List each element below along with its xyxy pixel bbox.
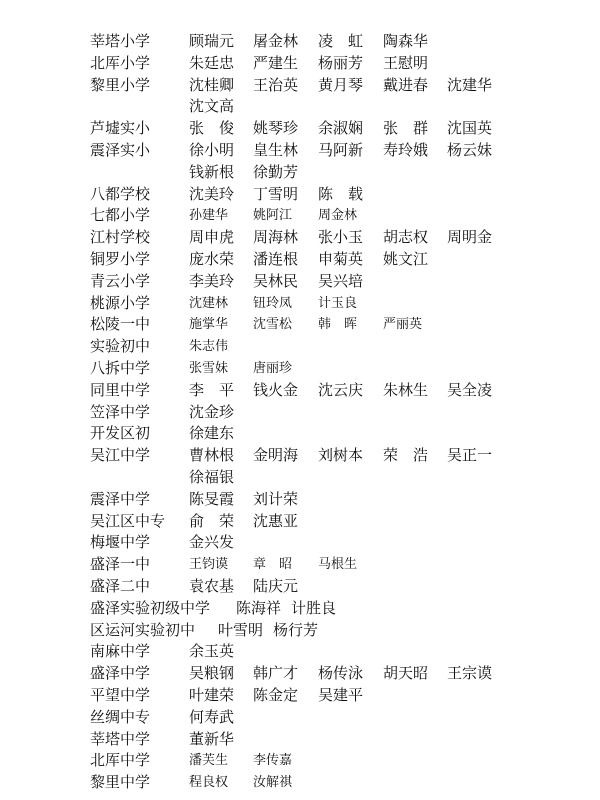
person-name: 吴粮钢 [189,664,235,683]
person-name: 徐勤芳 [253,162,299,181]
person-name: 沈桂卿 [189,75,235,94]
person-name: 何寿武 [189,707,235,726]
person-name: 余玉英 [189,642,235,661]
person-name: 章 昭 [253,557,293,573]
person-name: 朱林生 [383,380,429,399]
person-name: 姚琴珍 [253,119,299,138]
roster-row [0,554,600,576]
roster-row [0,772,600,794]
person-name: 皇生林 [253,141,299,159]
person-name: 袁农基 [189,577,235,595]
person-name: 金明海 [253,446,299,465]
person-name: 施掌华 [189,317,229,333]
person-name: 杨行芳 [273,620,319,639]
person-name: 吴兴培 [318,271,364,290]
school-name: 北厍中学 [90,751,151,770]
person-name: 陈 载 [318,184,364,203]
roster-row [0,729,600,751]
person-name: 马根生 [318,557,358,573]
person-name: 沈惠亚 [253,511,299,530]
school-name: 北厍小学 [90,53,151,72]
person-name: 金兴发 [189,533,235,552]
person-name: 朱志伟 [189,339,229,355]
roster-row [0,140,600,162]
person-name: 计胜良 [291,598,337,617]
person-name: 陈旻霞 [189,489,235,508]
school-name: 莘塔小学 [90,32,151,50]
person-name: 胡天昭 [383,664,429,683]
person-name: 沈建林 [189,295,229,311]
school-name: 盛泽实验初级中学 [90,598,211,617]
school-name: 松陵一中 [90,315,151,334]
person-name: 姚阿江 [253,208,293,224]
person-name: 沈金珍 [189,402,235,421]
roster-row [0,423,600,445]
person-name: 马阿新 [318,141,364,159]
school-name: 黎里小学 [90,75,151,94]
person-name: 周申虎 [189,228,235,247]
roster-row [0,227,600,249]
person-name: 唐丽珍 [253,361,293,376]
person-name: 俞 荣 [189,511,235,530]
roster-row [0,53,600,75]
person-name: 曹林根 [189,446,235,465]
person-name: 王治英 [253,75,299,94]
person-name: 韩 晖 [318,317,358,333]
school-name: 铜罗小学 [90,250,151,268]
roster-row [0,118,600,140]
roster-row [0,445,600,467]
roster-row [0,358,600,380]
school-name: 盛泽一中 [90,555,151,574]
roster-row [0,205,600,227]
school-name: 盛泽二中 [90,577,151,595]
person-name: 李美玲 [189,271,235,290]
person-name: 庞水荣 [189,250,235,268]
person-name: 周海林 [253,228,299,247]
school-name: 桃源小学 [90,293,151,312]
person-name: 李 平 [189,380,235,399]
person-name: 韩广才 [253,664,299,683]
person-name: 陈海祥 [236,598,282,617]
person-name: 杨传泳 [318,664,364,683]
roster-row [0,402,600,424]
person-name: 凌 虹 [318,32,364,50]
person-name: 沈建华 [447,75,493,94]
person-name: 丁雪明 [253,184,299,203]
school-name: 南麻中学 [90,642,151,661]
person-name: 顾瑞元 [189,32,235,50]
roster-row [0,31,600,53]
person-name: 陆庆元 [253,577,299,595]
school-name: 八拆中学 [90,359,151,377]
roster-row [0,314,600,336]
person-name: 钮玲凤 [253,295,293,311]
school-name: 开发区初 [90,424,151,443]
person-name: 计玉良 [318,295,358,311]
person-name: 屠金林 [253,32,299,50]
school-name: 实验初中 [90,337,151,356]
school-name: 芦墟实小 [90,119,151,138]
roster-row [0,532,600,554]
roster-row [0,511,600,533]
roster-row [0,750,600,772]
person-name: 吴全凌 [447,380,493,399]
person-name: 叶雪明 [218,620,264,639]
person-name: 徐福银 [189,468,235,486]
roster-row [0,576,600,598]
person-name: 孙建华 [189,208,229,224]
person-name: 钱火金 [253,380,299,399]
person-name: 吴正一 [447,446,493,465]
person-name: 张 群 [383,119,429,138]
school-name: 震泽实小 [90,141,151,159]
school-name: 七都小学 [90,206,151,225]
roster-row [0,184,600,206]
roster-row [0,271,600,293]
person-name: 黄月琴 [318,75,364,94]
school-name: 吴江中学 [90,446,151,465]
person-name: 吴建平 [318,686,364,704]
person-name: 沈美玲 [189,184,235,203]
school-name: 区运河实验初中 [90,620,196,639]
person-name: 寿玲娥 [383,141,429,159]
school-name: 青云小学 [90,271,151,290]
school-name: 震泽中学 [90,489,151,508]
person-name: 严建生 [253,53,299,72]
school-name: 同里中学 [90,380,151,399]
person-name: 陈金定 [253,686,299,704]
roster-row [0,598,600,620]
person-name: 余淑娴 [318,119,364,138]
school-name: 盛泽中学 [90,664,151,683]
roster-row [0,96,600,118]
person-name: 潘连根 [253,250,299,268]
person-name: 杨云妹 [447,141,493,159]
school-name: 梅堰中学 [90,533,151,552]
person-name: 徐小明 [189,141,235,159]
person-name: 周金林 [318,208,358,224]
roster-row [0,293,600,315]
school-name: 八都学校 [90,184,151,203]
person-name: 张 俊 [189,119,235,138]
person-name: 朱廷忠 [189,53,235,72]
person-name: 汝解祺 [253,775,293,791]
person-name: 荣 浩 [383,446,429,465]
roster-row [0,249,600,271]
roster-row [0,380,600,402]
person-name: 沈雪松 [253,317,293,333]
roster-row [0,336,600,358]
person-name: 张雪妹 [189,361,229,376]
roster-row [0,162,600,184]
person-name: 王宗谟 [447,664,493,683]
school-name: 黎里中学 [90,773,151,792]
person-name: 沈国英 [447,119,493,138]
roster-row [0,467,600,489]
person-name: 申菊英 [318,250,364,268]
roster-row [0,685,600,707]
person-name: 钱新根 [189,162,235,181]
roster-row [0,620,600,642]
school-name: 江村学校 [90,228,151,247]
school-name: 吴江区中专 [90,511,166,530]
roster-row [0,707,600,729]
person-name: 吴林民 [253,271,299,290]
roster-row [0,489,600,511]
person-name: 刘树本 [318,446,364,465]
person-name: 李传嘉 [253,753,293,769]
person-name: 王慰明 [383,53,429,72]
roster-row [0,641,600,663]
person-name: 陶森华 [383,32,429,50]
person-name: 杨丽芳 [318,53,364,72]
person-name: 徐建东 [189,424,235,443]
school-name: 莘塔中学 [90,729,151,748]
person-name: 王钧谟 [189,557,229,573]
person-name: 周明金 [447,228,493,247]
person-name: 叶建荣 [189,686,235,704]
roster-row [0,75,600,97]
roster-row [0,663,600,685]
school-name: 笠泽中学 [90,402,151,421]
person-name: 程良权 [189,775,229,791]
person-name: 沈云庆 [318,380,364,399]
person-name: 严丽英 [383,317,423,333]
person-name: 董新华 [189,729,235,748]
person-name: 胡志权 [383,228,429,247]
person-name: 姚文江 [383,250,429,268]
person-name: 戴进春 [383,75,429,94]
person-name: 沈文高 [189,97,235,116]
school-name: 丝绸中专 [90,707,151,726]
person-name: 潘芙生 [189,753,229,769]
school-name: 平望中学 [90,686,151,704]
person-name: 张小玉 [318,228,364,247]
person-name: 刘计荣 [253,489,299,508]
